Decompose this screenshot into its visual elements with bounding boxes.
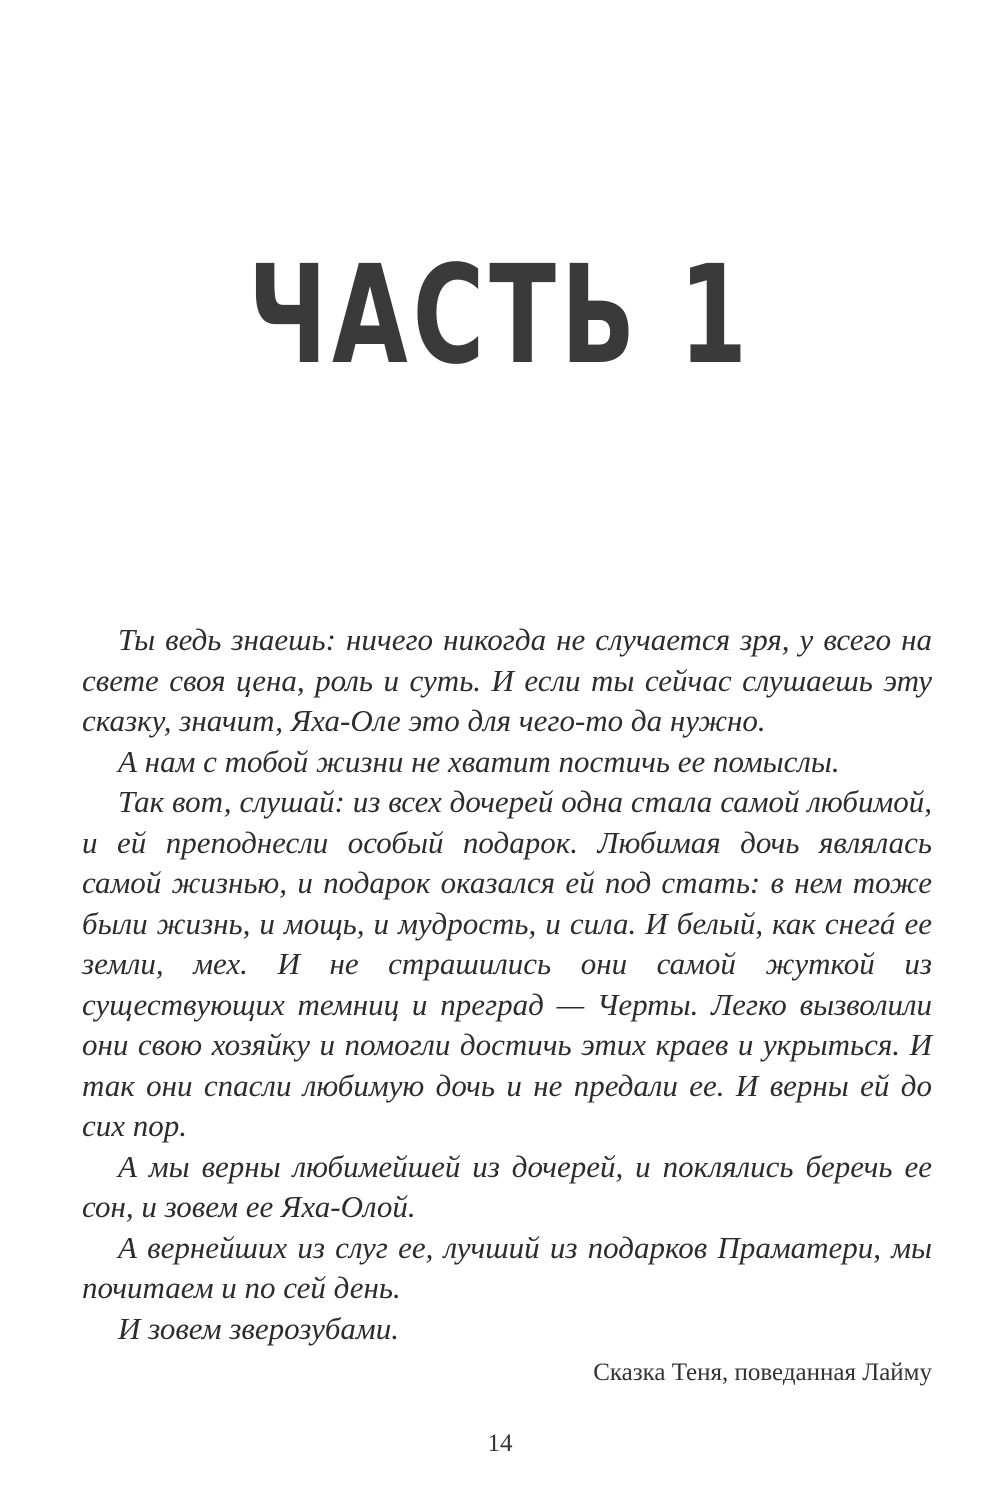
epigraph-paragraph: А вернейших из слуг ее, лучший из подарков Праматери, мы почитаем и по сей день. (82, 1229, 932, 1305)
page-number: 14 (487, 1430, 513, 1457)
part-heading: ЧАСТЬ 1 (248, 237, 752, 395)
epigraph-paragraph: А мы верны любимейшей из дочерей, и поклялись беречь ее сон, и зовем ее Яха-Олой. (82, 1148, 932, 1224)
epigraph-paragraph: Так вот, слушай: из всех дочерей одна стала самой любимой, и ей преподнесли особый подарок. Любимая дочь являлась самой жизнью, и подарок оказался ей под стать: в нем тоже были жизнь, и мощь, и мудрость, и сила. И белый, как снегá ее земли, мех. И не страшились они самой жуткой из существующих темниц и преград — Черты. Легко вызволили они свою хозяйку и помогли достичь этих краев и укрыться. И так они спасли любимую дочь и не предали ее. И верны ей до сих пор. (82, 784, 932, 1143)
attribution: Сказка Теня, поведанная Лайму (593, 1359, 932, 1386)
epigraph-paragraph: И зовем зверозубами. (118, 1310, 399, 1346)
epigraph (82, 620, 932, 1349)
epigraph-paragraph: Ты ведь знаешь: ничего никогда не случается зря, у всего на свете своя цена, роль и суть. И если ты сейчас слушаешь эту сказку, значит, Яха-Оле это для чего-то да нужно. (82, 622, 932, 738)
epigraph-paragraph: А нам с тобой жизни не хватит постичь ее помыслы. (118, 743, 840, 779)
